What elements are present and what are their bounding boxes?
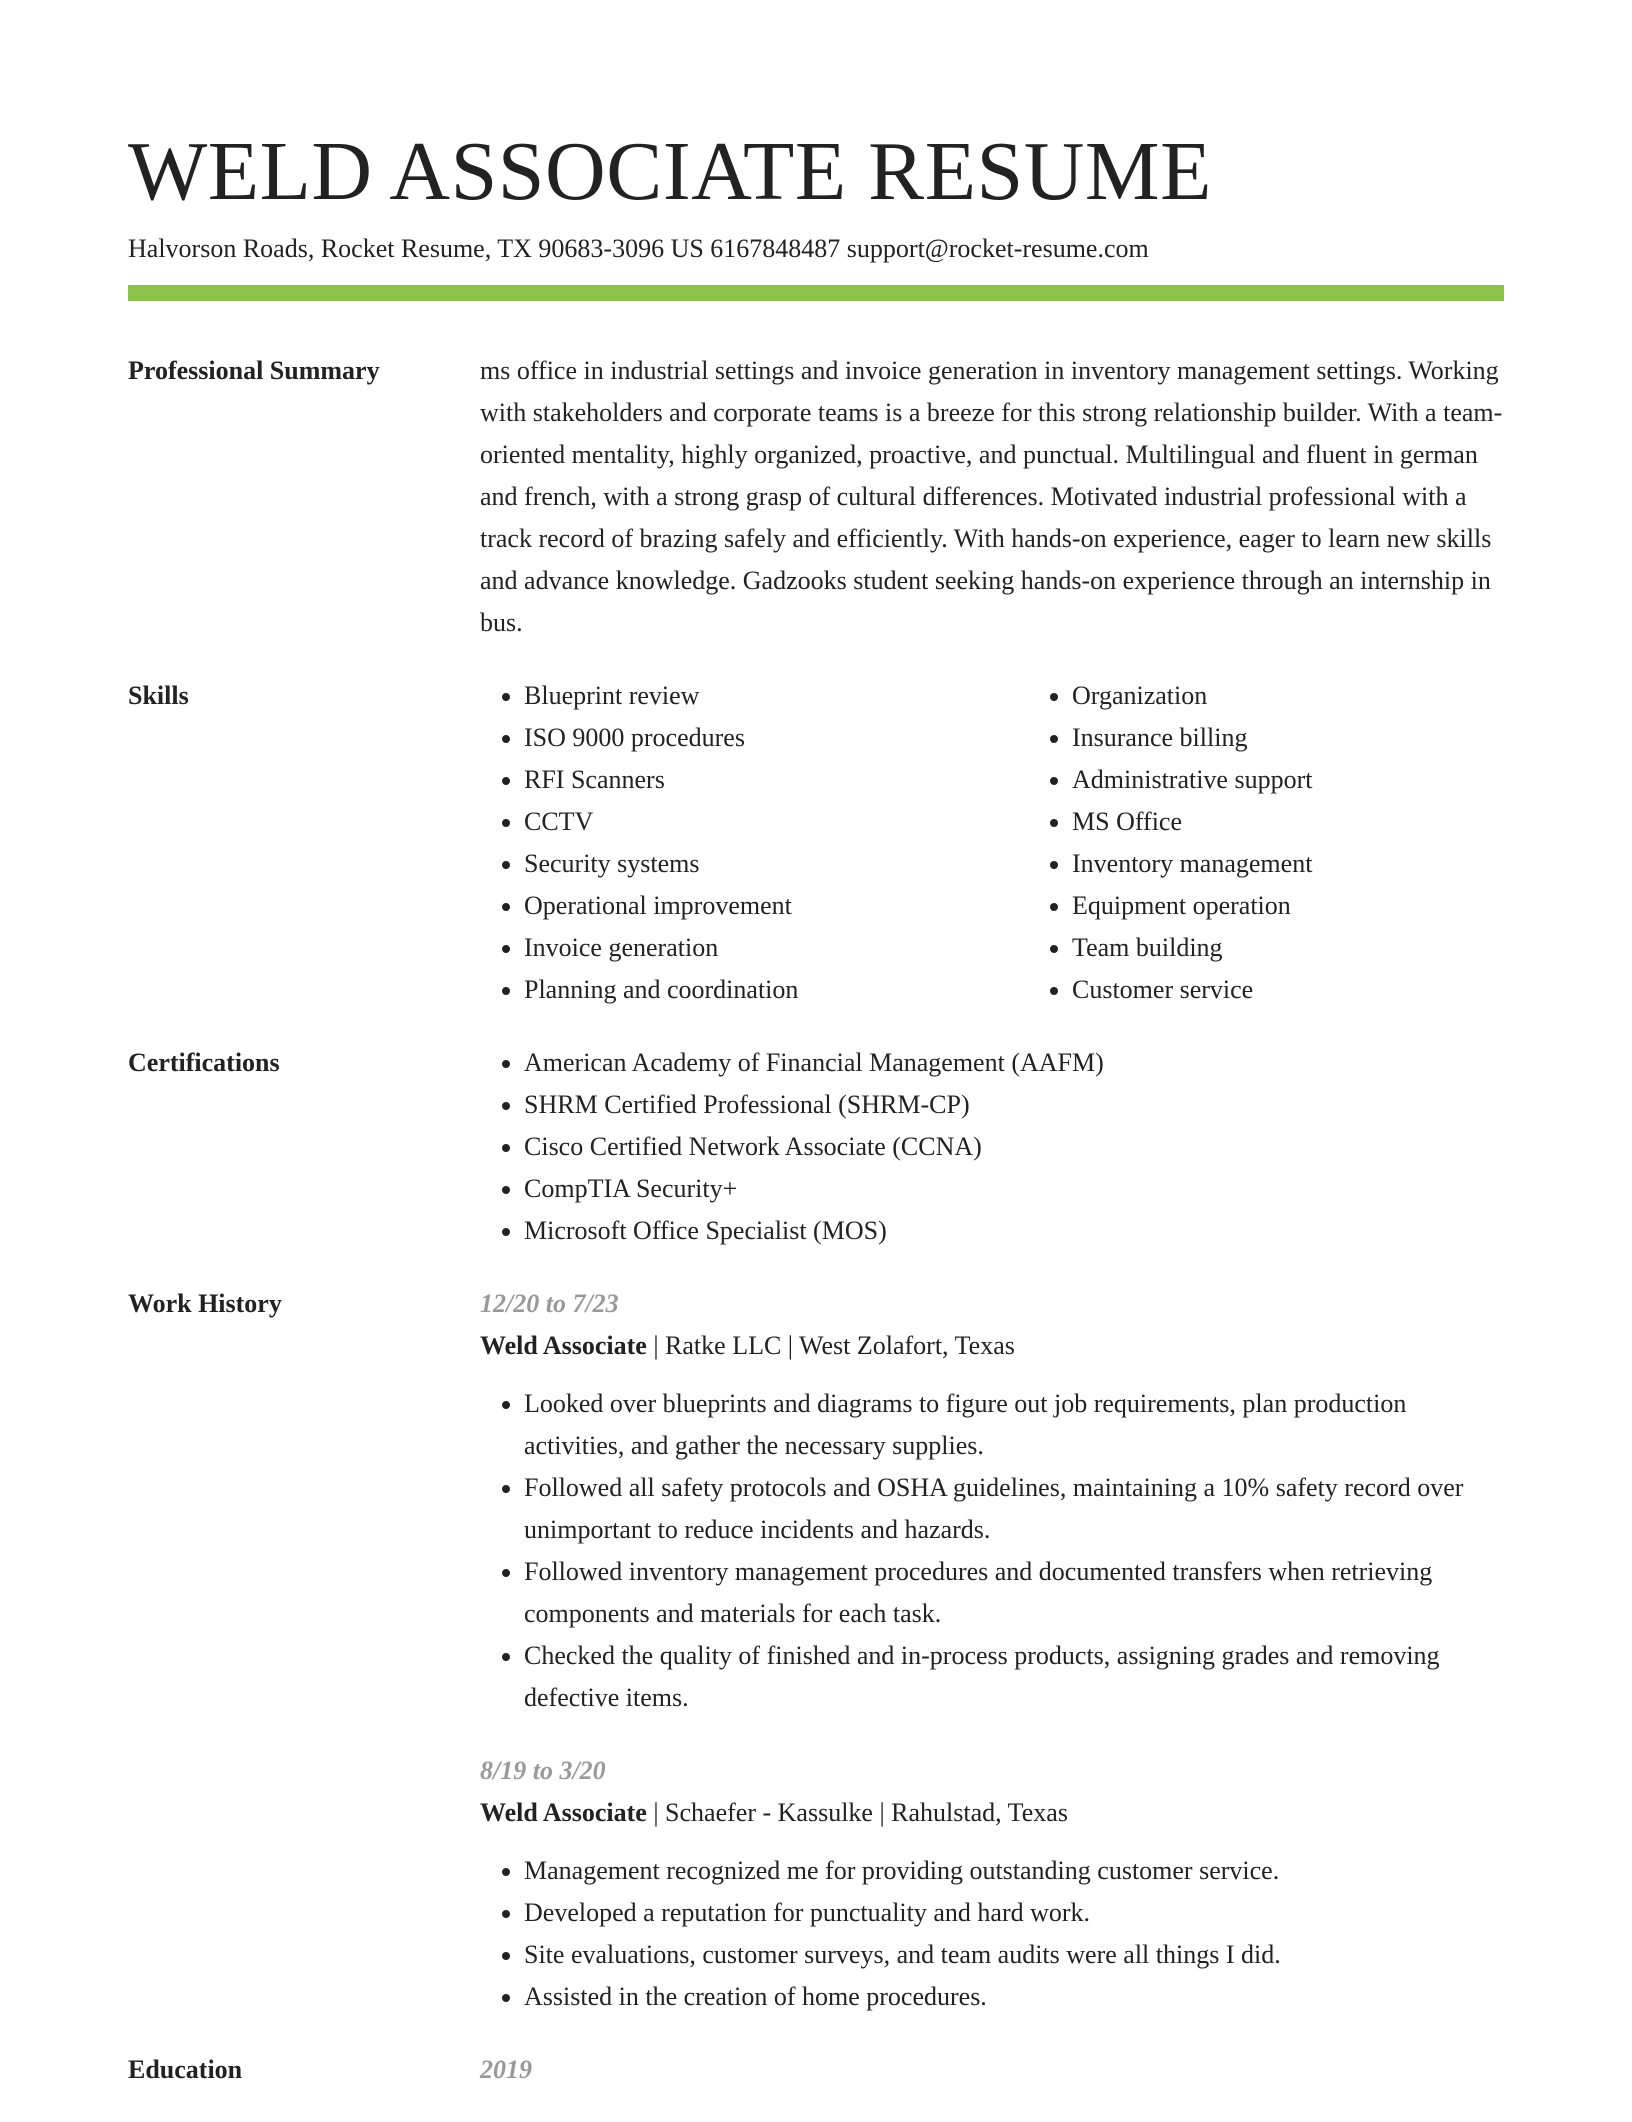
contact-line: Halvorson Roads, Rocket Resume, TX 90683-3096 US 6167848487 support@rocket-resume.com [128, 234, 1149, 263]
job-bullet: • Management recognized me for providing outstanding customer service. [524, 1850, 1504, 1892]
certification-item: • CompTIA Security+ [524, 1168, 1504, 1210]
job-title: Weld Associate [480, 1331, 647, 1360]
skill-item: • Administrative support [1072, 759, 1576, 801]
skill-item: • ISO 9000 procedures [524, 717, 1028, 759]
certifications-list [480, 1042, 1504, 1252]
job-heading [480, 1792, 1504, 1834]
summary-text: ms office in industrial settings and invoice generation in inventory management settings. Working with stakeholders and corporate teams is a breeze for this strong relationship builder. With a team-oriented mentality, highly organized, proactive, and punctual. Multilingual and fluent in german and french, with a strong grasp of cultural differences. Motivated industrial professional with a track record of brazing safely and efficiently. With hands-on experience, eager to learn new skills and advance knowledge. Gadzooks student seeking hands-on experience through an internship in bus. [480, 356, 1503, 637]
section-label-certifications: Certifications [128, 1048, 280, 1077]
job-bullet: • Developed a reputation for punctuality and hard work. [524, 1892, 1504, 1934]
job-bullets [480, 1850, 1504, 2018]
job-entry [480, 1283, 1504, 1719]
job-bullet: • Followed inventory management procedures and documented transfers when retrieving components and materials for each task. [524, 1551, 1504, 1635]
section-label-summary: Professional Summary [128, 356, 380, 385]
education-section [128, 2049, 1504, 2091]
job-bullets [480, 1383, 1504, 1719]
certification-item: • Microsoft Office Specialist (MOS) [524, 1210, 1504, 1252]
skill-item: • Inventory management [1072, 843, 1576, 885]
job-bullet: • Looked over blueprints and diagrams to figure out job requirements, plan production activities, and gather the necessary supplies. [524, 1383, 1504, 1467]
certifications-section [128, 1042, 1504, 1252]
education-year: 2019 [480, 2055, 532, 2084]
job-entry [480, 1750, 1504, 2018]
job-bullet: • Followed all safety protocols and OSHA guidelines, maintaining a 10% safety record over unimportant to reduce incidents and hazards. [524, 1467, 1504, 1551]
work-history-section [128, 1283, 1504, 2018]
skill-item: • Planning and coordination [524, 969, 1028, 1011]
skill-item: • RFI Scanners [524, 759, 1028, 801]
skill-item: • Organization [1072, 675, 1576, 717]
skill-item: • Insurance billing [1072, 717, 1576, 759]
job-bullet: • Checked the quality of finished and in-process products, assigning grades and removing defective items. [524, 1635, 1504, 1719]
skills-section [128, 675, 1504, 1011]
certification-item: • SHRM Certified Professional (SHRM-CP) [524, 1084, 1504, 1126]
resume-title: WELD ASSOCIATE RESUME [128, 125, 1212, 218]
certification-item: • Cisco Certified Network Associate (CCNA) [524, 1126, 1504, 1168]
certification-item: • American Academy of Financial Management (AAFM) [524, 1042, 1504, 1084]
skill-item: • MS Office [1072, 801, 1576, 843]
skills-list-left [480, 675, 1028, 1011]
section-label-work-history: Work History [128, 1289, 282, 1318]
skill-item: • Customer service [1072, 969, 1576, 1011]
job-title: Weld Associate [480, 1798, 647, 1827]
job-dates: 8/19 to 3/20 [480, 1756, 606, 1785]
skill-item: • Equipment operation [1072, 885, 1576, 927]
skill-item: • Blueprint review [524, 675, 1028, 717]
skill-item: • Invoice generation [524, 927, 1028, 969]
job-dates: 12/20 to 7/23 [480, 1289, 619, 1318]
job-heading [480, 1325, 1504, 1367]
section-label-education: Education [128, 2055, 243, 2084]
summary-section [128, 350, 1504, 644]
job-details: | Ratke LLC | West Zolafort, Texas [646, 1331, 1015, 1360]
job-details: | Schaefer - Kassulke | Rahulstad, Texas [646, 1798, 1068, 1827]
skill-item: • Security systems [524, 843, 1028, 885]
accent-divider [128, 285, 1504, 301]
skill-item: • CCTV [524, 801, 1028, 843]
skill-item: • Team building [1072, 927, 1576, 969]
skills-list-right [1028, 675, 1576, 1011]
job-bullet: • Site evaluations, customer surveys, and team audits were all things I did. [524, 1934, 1504, 1976]
job-bullet: • Assisted in the creation of home procedures. [524, 1976, 1504, 2018]
resume-content [128, 350, 1504, 2122]
skill-item: • Operational improvement [524, 885, 1028, 927]
section-label-skills: Skills [128, 681, 189, 710]
